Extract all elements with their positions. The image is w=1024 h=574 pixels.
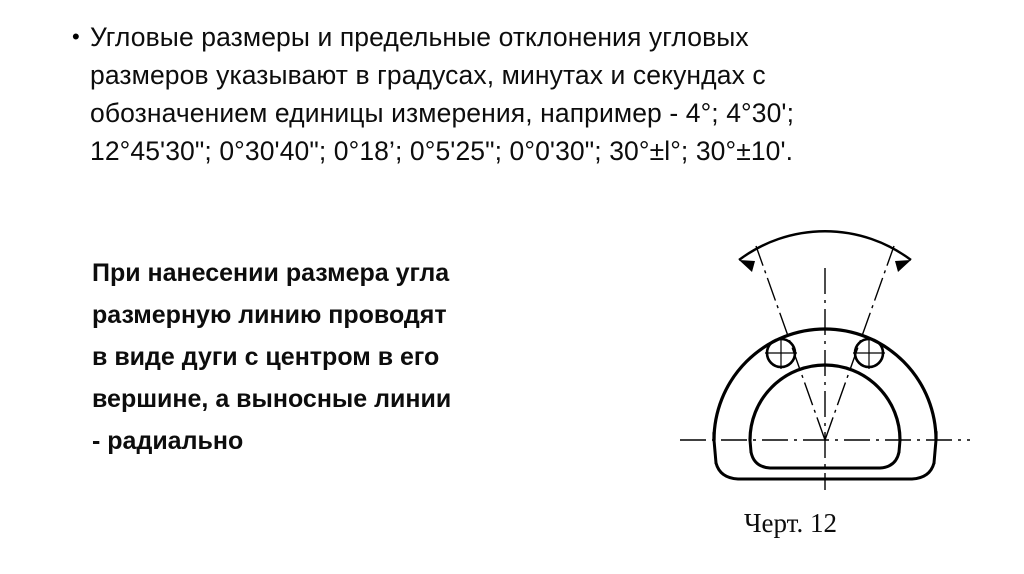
emphasis-line: вершине, а выносные линии	[92, 385, 452, 413]
bullet-marker: •	[72, 24, 80, 49]
emphasis-line: - радиально	[92, 427, 244, 455]
figure-caption: Черт. 12	[744, 508, 837, 538]
bullet-text: Угловые размеры и предельные отклонения угловых размеров указывают в градусах, минутах и секундах с обозначением единицы измерения, например - 4°; 4°30'; 12°45'30"; 0°30'40"; 0°18’; 0°5'25"; 0°0'30"; 30°±l°; 30°±10'.	[90, 22, 795, 166]
emphasis-line: размерную линию проводят	[92, 301, 447, 329]
bullet-paragraph	[72, 18, 862, 170]
dimension-arrow-right	[895, 260, 911, 272]
dimension-arrow-left	[739, 260, 755, 272]
emphasis-paragraph	[92, 252, 612, 462]
angular-dimension-arc	[739, 231, 911, 260]
emphasis-line: в виде дуги с центром в его	[92, 343, 440, 371]
inner-left-wall	[750, 440, 751, 452]
outer-right-wall	[934, 440, 936, 463]
outer-left-wall	[714, 440, 716, 463]
emphasis-line: При нанесении размера угла	[92, 259, 450, 287]
inner-right-wall	[899, 440, 900, 452]
